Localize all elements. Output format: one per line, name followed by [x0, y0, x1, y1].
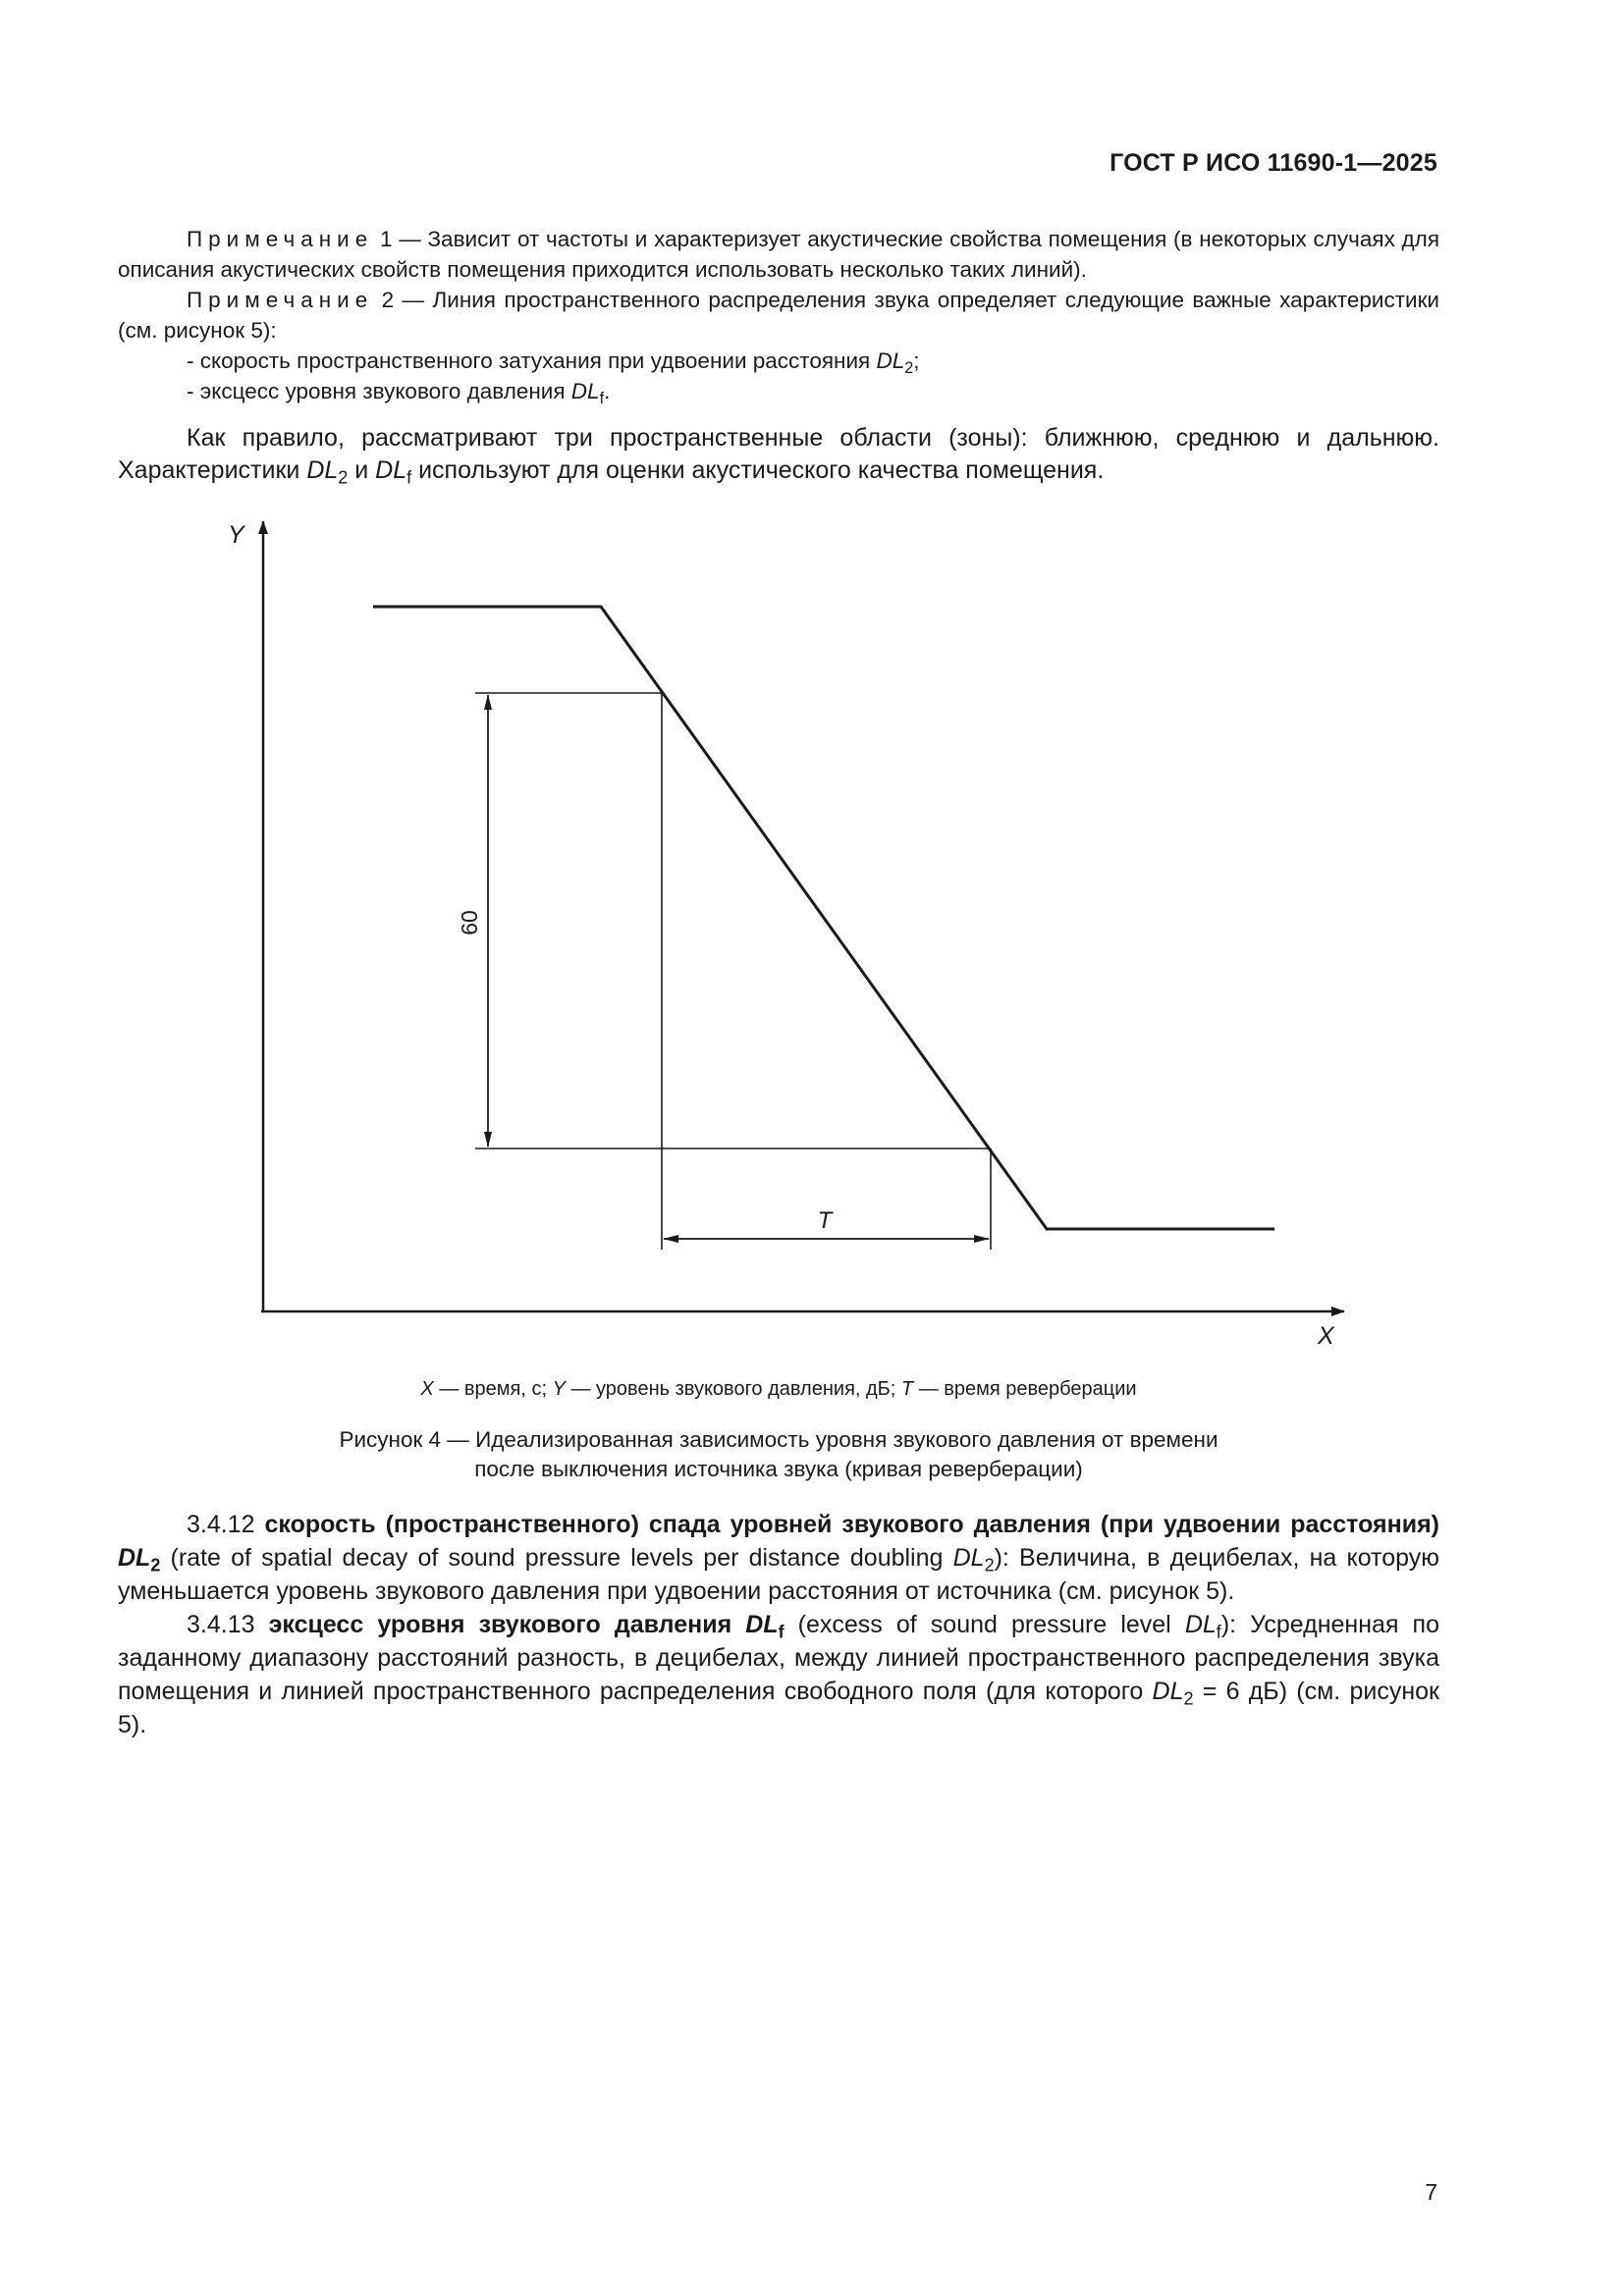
definition-1-term: скорость (пространственного) спада уровней звукового давления (при удвоении расстояния)	[264, 1511, 1440, 1538]
paragraph-symbol-2: DL	[375, 456, 407, 484]
paragraph-part-2: и	[348, 456, 376, 484]
definition-2-number: 3.4.13	[187, 1611, 269, 1638]
bullet-1-symbol: DL	[876, 348, 905, 373]
definition-2-text-2: = 6 дБ) (см. рисунок 5).	[118, 1678, 1439, 1738]
definition-2-symbol: DL	[745, 1611, 779, 1638]
definition-2-english-symbol: DL	[1184, 1611, 1217, 1638]
definition-1-text: ): Величина, в децибелах, на которую уменьшается уровень звукового давления при удвоении расстояния от источника (см. рисунок 5).	[118, 1544, 1439, 1605]
bullet-2-subscript: f	[599, 389, 605, 407]
bullet-1-end: ;	[913, 348, 920, 373]
note-2-text: 2 — Линия пространственного распределения звука определяет следующие важные характеристики (см. рисунок 5):	[118, 288, 1439, 343]
figure-legend	[118, 1378, 1439, 1401]
note-1-text: 1 — Зависит от частоты и характеризует акустические свойства помещения (в некоторых случаях для описания акустических свойств помещения приходится использовать несколько таких линий).	[118, 227, 1439, 282]
paragraph-subscript-2: f	[406, 467, 412, 488]
bullet-2-end: .	[604, 379, 611, 403]
paragraph-symbol-1: DL	[306, 456, 339, 484]
definition-2-subscript-2: 2	[1183, 1688, 1194, 1709]
x-axis-label: X	[1318, 1322, 1334, 1350]
definition-1-english-subscript: 2	[984, 1555, 995, 1575]
legend-t-symbol: T	[900, 1378, 914, 1400]
caption-line-2: после выключения источника звука (кривая реверберации)	[474, 1457, 1083, 1481]
y-axis-label: Y	[228, 521, 244, 549]
bullet-2-text: - эксцесс уровня звукового давления	[187, 379, 571, 403]
paragraph-part-1: Как правило, рассматривают три пространственные области (зоны): ближнюю, среднюю и дальнюю. Характеристики	[118, 424, 1439, 484]
definition-2-text-1: ): Усредненная по заданному диапазону расстояний разность, в децибелах, между линией пространственного распределения звука помещения и линией пространственного распределения свободного поля (для которого	[118, 1611, 1439, 1705]
document-header: ГОСТ Р ИСО 11690-1—2025	[1110, 149, 1437, 177]
note-2-label: Примечание	[187, 288, 374, 312]
definition-2-symbol-2: DL	[1152, 1678, 1184, 1705]
definition-1-symbol: DL	[118, 1544, 151, 1572]
definition-3-4-13	[118, 1608, 1439, 1741]
legend-t-text: — время реверберации	[913, 1378, 1137, 1400]
dimension-t-label: T	[817, 1207, 833, 1234]
note-1-label: Примечание	[187, 227, 374, 251]
bullet-1-text: - скорость пространственного затухания при удвоении расстояния	[187, 348, 877, 373]
legend-x-symbol: X	[420, 1378, 434, 1400]
figure-caption	[118, 1425, 1439, 1484]
definition-2-english-subscript: f	[1216, 1622, 1221, 1642]
definition-1-subscript: 2	[150, 1555, 161, 1575]
definition-1-english-symbol: DL	[952, 1544, 985, 1572]
definition-1-number: 3.4.12	[187, 1511, 265, 1538]
paragraph-subscript-1: 2	[338, 467, 349, 488]
reverberation-curve	[373, 607, 1274, 1229]
caption-line-1: Рисунок 4 — Идеализированная зависимость уровня звукового давления от времени	[339, 1427, 1218, 1452]
definition-2-subscript: f	[778, 1622, 785, 1642]
definition-2-english: (excess of sound pressure level	[784, 1611, 1185, 1638]
legend-x-text: — время, с;	[433, 1378, 553, 1400]
legend-y-text: — уровень звукового давления, дБ;	[565, 1378, 901, 1400]
definition-2-term: эксцесс уровня звукового давления	[268, 1611, 746, 1638]
definition-3-4-12	[118, 1508, 1439, 1608]
bullet-1-subscript: 2	[904, 358, 914, 377]
dimension-60-label: 60	[457, 910, 482, 935]
legend-y-symbol: Y	[552, 1378, 566, 1400]
page-number: 7	[1425, 2179, 1437, 2205]
definition-1-english: (rate of spatial decay of sound pressure levels per distance doubling	[160, 1544, 953, 1572]
bullet-2-symbol: DL	[570, 379, 600, 403]
definitions-block	[118, 1508, 1439, 1741]
paragraph-part-3: используют для оценки акустического качества помещения.	[411, 456, 1105, 484]
